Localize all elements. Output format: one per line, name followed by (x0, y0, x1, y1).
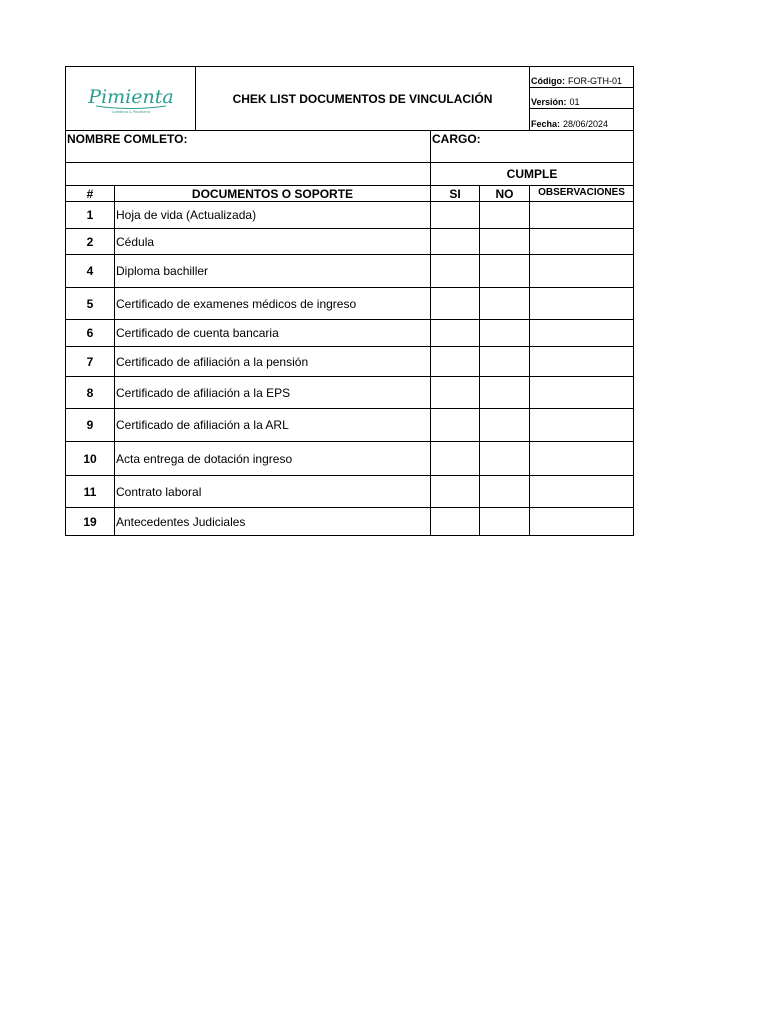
nombre-field[interactable]: NOMBRE COMLETO: (65, 131, 431, 163)
row-observaciones-field[interactable] (530, 202, 634, 229)
version-label: Versión: (531, 97, 567, 107)
row-observaciones-field[interactable] (530, 320, 634, 347)
row-no-checkbox[interactable] (480, 442, 530, 476)
col-si-header: SI (431, 186, 480, 202)
row-no-checkbox[interactable] (480, 229, 530, 255)
logo-cell (65, 66, 196, 131)
row-si-checkbox[interactable] (431, 320, 480, 347)
row-document: Hoja de vida (Actualizada) (115, 202, 431, 229)
row-no-checkbox[interactable] (480, 288, 530, 320)
row-number: 8 (65, 377, 115, 409)
row-observaciones-field[interactable] (530, 229, 634, 255)
row-no-checkbox[interactable] (480, 347, 530, 377)
row-number: 9 (65, 409, 115, 442)
row-document: Certificado de afiliación a la pensión (115, 347, 431, 377)
row-no-checkbox[interactable] (480, 508, 530, 536)
row-number: 7 (65, 347, 115, 377)
cumple-header: CUMPLE (431, 163, 634, 186)
row-observaciones-field[interactable] (530, 347, 634, 377)
row-number: 2 (65, 229, 115, 255)
row-observaciones-field[interactable] (530, 255, 634, 288)
row-no-checkbox[interactable] (480, 409, 530, 442)
row-si-checkbox[interactable] (431, 409, 480, 442)
row-observaciones-field[interactable] (530, 476, 634, 508)
row-observaciones-field[interactable] (530, 377, 634, 409)
version-cell (530, 88, 634, 109)
row-document: Certificado de examenes médicos de ingreso (115, 288, 431, 320)
col-obs-header: OBSERVACIONES (530, 186, 634, 202)
row-si-checkbox[interactable] (431, 347, 480, 377)
row-document: Antecedentes Judiciales (115, 508, 431, 536)
fecha-cell (530, 109, 634, 131)
row-no-checkbox[interactable] (480, 202, 530, 229)
row-si-checkbox[interactable] (431, 377, 480, 409)
codigo-label: Código: (531, 76, 565, 86)
row-document: Certificado de afiliación a la ARL (115, 409, 431, 442)
col-num-header: # (65, 186, 115, 202)
row-observaciones-field[interactable] (530, 288, 634, 320)
row-si-checkbox[interactable] (431, 255, 480, 288)
row-no-checkbox[interactable] (480, 255, 530, 288)
row-document: Contrato laboral (115, 476, 431, 508)
row-document: Certificado de afiliación a la EPS (115, 377, 431, 409)
row-number: 5 (65, 288, 115, 320)
row-si-checkbox[interactable] (431, 229, 480, 255)
blank-header-cell (65, 163, 431, 186)
row-number: 11 (65, 476, 115, 508)
row-document: Diploma bachiller (115, 255, 431, 288)
form-title: CHEK LIST DOCUMENTOS DE VINCULACIÓN (196, 66, 530, 131)
row-observaciones-field[interactable] (530, 409, 634, 442)
version-value: 01 (569, 97, 580, 107)
row-si-checkbox[interactable] (431, 442, 480, 476)
row-observaciones-field[interactable] (530, 442, 634, 476)
row-number: 1 (65, 202, 115, 229)
fecha-label: Fecha: (531, 119, 561, 129)
row-si-checkbox[interactable] (431, 476, 480, 508)
row-number: 4 (65, 255, 115, 288)
row-document: Acta entrega de dotación ingreso (115, 442, 431, 476)
row-document: Cédula (115, 229, 431, 255)
row-observaciones-field[interactable] (530, 508, 634, 536)
codigo-value: FOR-GTH-01 (568, 76, 622, 86)
cargo-field[interactable]: CARGO: (431, 131, 634, 163)
company-logo (86, 82, 176, 116)
col-no-header: NO (480, 186, 530, 202)
row-no-checkbox[interactable] (480, 377, 530, 409)
row-si-checkbox[interactable] (431, 202, 480, 229)
row-number: 19 (65, 508, 115, 536)
row-si-checkbox[interactable] (431, 508, 480, 536)
row-no-checkbox[interactable] (480, 320, 530, 347)
row-document: Certificado de cuenta bancaria (115, 320, 431, 347)
logo-text: Pimienta (87, 85, 174, 108)
row-no-checkbox[interactable] (480, 476, 530, 508)
col-doc-header: DOCUMENTOS O SOPORTE (115, 186, 431, 202)
fecha-value: 28/06/2024 (563, 119, 609, 129)
row-number: 10 (65, 442, 115, 476)
row-number: 6 (65, 320, 115, 347)
codigo-cell (530, 66, 634, 88)
row-si-checkbox[interactable] (431, 288, 480, 320)
logo-tagline: Cafetería & Pastelería (111, 109, 150, 114)
